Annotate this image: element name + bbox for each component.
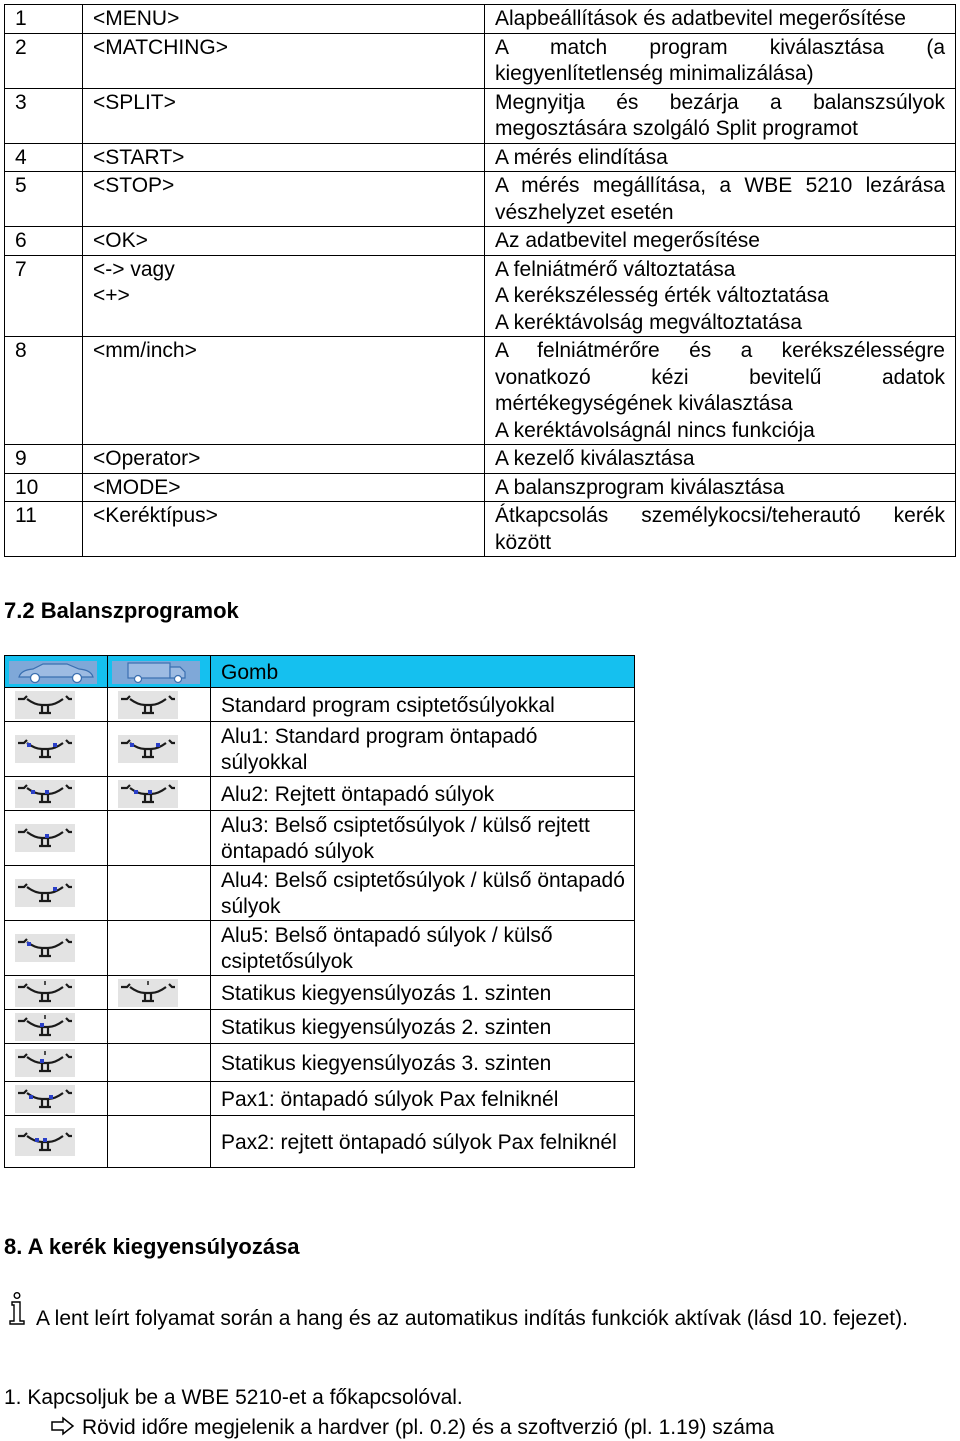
truck-program-button-cell xyxy=(108,722,211,777)
description-line: Megnyitja és bezárja a balanszsúlyok megosztására szolgáló Split programot xyxy=(495,90,945,140)
car-program-button-cell xyxy=(5,1010,108,1044)
key-table-row xyxy=(5,473,956,502)
program-label: Pax2: rejtett öntapadó súlyok Pax felniknél xyxy=(211,1116,635,1168)
key-number: 1 xyxy=(5,5,83,34)
section-heading-8: 8. A kerék kiegyensúlyozása xyxy=(4,1234,300,1259)
key-number: 2 xyxy=(5,33,83,88)
key-name: <-> vagy <+> xyxy=(83,255,485,337)
key-number: 7 xyxy=(5,255,83,337)
description-line: A keréktávolság megváltoztatása xyxy=(495,310,803,334)
alu5-icon xyxy=(15,934,75,962)
program-row xyxy=(5,921,635,976)
truck-program-button-cell xyxy=(108,688,211,722)
car-program-button-cell xyxy=(5,921,108,976)
key-table-row xyxy=(5,337,956,445)
key-name: <START> xyxy=(83,143,485,172)
truck-program-button-cell xyxy=(108,1082,211,1116)
key-function-table xyxy=(4,4,956,557)
key-number: 3 xyxy=(5,88,83,143)
program-row xyxy=(5,1082,635,1116)
key-table-row xyxy=(5,445,956,474)
static1-icon xyxy=(118,979,178,1007)
description-line: A kerékszélesség érték változtatása xyxy=(495,284,829,307)
key-number: 4 xyxy=(5,143,83,172)
key-table-row xyxy=(5,88,956,143)
truck-program-button-cell xyxy=(108,866,211,921)
program-row xyxy=(5,777,635,811)
program-row xyxy=(5,866,635,921)
alu2-icon xyxy=(15,780,75,808)
pax1-icon xyxy=(15,1085,75,1113)
key-description xyxy=(485,172,956,227)
car-program-button-cell xyxy=(5,777,108,811)
key-number: 5 xyxy=(5,172,83,227)
program-label: Alu4: Belső csiptetősúlyok / külső öntapadó súlyok xyxy=(211,866,635,921)
program-table-header xyxy=(5,656,635,688)
result-arrow-icon xyxy=(50,1416,76,1436)
description-line: Az adatbevitel megerősítése xyxy=(495,229,760,252)
key-name: <STOP> xyxy=(83,172,485,227)
truck-program-button-cell xyxy=(108,1010,211,1044)
program-label: Statikus kiegyensúlyozás 1. szinten xyxy=(211,976,635,1010)
key-number: 8 xyxy=(5,337,83,445)
key-description xyxy=(485,445,956,474)
description-line: A balanszprogram kiválasztása xyxy=(495,475,785,499)
static3-icon xyxy=(15,1049,75,1077)
car-icon xyxy=(5,658,105,686)
car-program-button-cell xyxy=(5,1116,108,1168)
key-description xyxy=(485,255,956,337)
static1-icon xyxy=(15,979,75,1007)
program-row xyxy=(5,1044,635,1082)
description-line: A kezelő kiválasztása xyxy=(495,447,695,470)
key-name: <SPLIT> xyxy=(83,88,485,143)
key-number: 9 xyxy=(5,445,83,474)
alu4-icon xyxy=(15,879,75,907)
car-program-button-cell xyxy=(5,976,108,1010)
key-number: 10 xyxy=(5,473,83,502)
key-description xyxy=(485,227,956,256)
alu1-icon xyxy=(118,735,178,763)
key-description xyxy=(485,473,956,502)
truck-program-button-cell xyxy=(108,1116,211,1168)
note-paragraph: A lent leírt folyamat során a hang és az automatikus indítás funkciók aktívak (lásd 10. fejezet). xyxy=(36,1307,908,1330)
step-1: 1. Kapcsoljuk be a WBE 5210-et a főkapcsolóval. xyxy=(4,1386,463,1409)
truck-program-button-cell xyxy=(108,777,211,811)
result-line: Rövid időre megjelenik a hardver (pl. 0.2) és a szoftverzió (pl. 1.19) száma xyxy=(82,1416,775,1439)
key-name: <MODE> xyxy=(83,473,485,502)
key-number: 11 xyxy=(5,502,83,557)
pax2-icon xyxy=(15,1128,75,1156)
description-line: A match program kiválasztása (a kiegyenlítetlenség minimalizálása) xyxy=(495,35,945,85)
truck-column-header xyxy=(108,656,211,688)
key-number: 6 xyxy=(5,227,83,256)
car-program-button-cell xyxy=(5,866,108,921)
description-line: A felniátmérő változtatása xyxy=(495,257,736,281)
car-program-button-cell xyxy=(5,688,108,722)
key-description xyxy=(485,143,956,172)
truck-program-button-cell xyxy=(108,811,211,866)
car-program-button-cell xyxy=(5,811,108,866)
car-program-button-cell xyxy=(5,1082,108,1116)
program-label: Statikus kiegyensúlyozás 3. szinten xyxy=(211,1044,635,1082)
car-program-button-cell xyxy=(5,1044,108,1082)
key-name: <mm/inch> xyxy=(83,337,485,445)
truck-program-button-cell xyxy=(108,976,211,1010)
truck-program-button-cell xyxy=(108,1044,211,1082)
key-name: <Keréktípus> xyxy=(83,502,485,557)
key-name: <MENU> xyxy=(83,5,485,34)
description-line: Átkapcsolás személykocsi/teherautó kerék között xyxy=(495,504,945,554)
description-line: A felniátmérőre és a kerékszélességre vonatkozó kézi bevitelű adatok mértékegységének kiválasztása xyxy=(495,339,945,415)
program-label: Alu2: Rejtett öntapadó súlyok xyxy=(211,777,635,811)
program-row xyxy=(5,1010,635,1044)
car-column-header xyxy=(5,656,108,688)
alu1-icon xyxy=(15,735,75,763)
description-line: A mérés elindítása xyxy=(495,145,668,169)
program-label: Pax1: öntapadó súlyok Pax felniknél xyxy=(211,1082,635,1116)
description-line: A mérés megállítása, a WBE 5210 lezárása vészhelyzet esetén xyxy=(495,174,945,224)
description-line: A keréktávolságnál nincs funkciója xyxy=(495,418,815,442)
key-description xyxy=(485,33,956,88)
program-header-label: Gomb xyxy=(211,656,635,688)
section-heading-7-2: 7.2 Balanszprogramok xyxy=(4,598,239,623)
program-row xyxy=(5,976,635,1010)
static2-icon xyxy=(15,1013,75,1041)
truck-program-button-cell xyxy=(108,921,211,976)
program-label: Alu1: Standard program öntapadó súlyokkal xyxy=(211,722,635,777)
truck-icon xyxy=(108,658,208,686)
standard-icon xyxy=(15,691,75,719)
program-label: Alu5: Belső öntapadó súlyok / külső csiptetősúlyok xyxy=(211,921,635,976)
program-label: Alu3: Belső csiptetősúlyok / külső rejtett öntapadó súlyok xyxy=(211,811,635,866)
key-name: <OK> xyxy=(83,227,485,256)
key-description xyxy=(485,88,956,143)
car-program-button-cell xyxy=(5,722,108,777)
program-label: Standard program csiptetősúlyokkal xyxy=(211,688,635,722)
key-table-row xyxy=(5,502,956,557)
key-table-row xyxy=(5,255,956,337)
program-row xyxy=(5,1116,635,1168)
key-description xyxy=(485,502,956,557)
alu2-icon xyxy=(118,780,178,808)
standard-icon xyxy=(118,691,178,719)
program-row xyxy=(5,722,635,777)
key-description xyxy=(485,337,956,445)
key-name: <Operator> xyxy=(83,445,485,474)
alu3-icon xyxy=(15,824,75,852)
program-row xyxy=(5,811,635,866)
key-name: <MATCHING> xyxy=(83,33,485,88)
key-table-row xyxy=(5,227,956,256)
key-table-row xyxy=(5,143,956,172)
key-description xyxy=(485,5,956,34)
balance-program-table xyxy=(4,655,635,1168)
key-table-row xyxy=(5,5,956,34)
program-label: Statikus kiegyensúlyozás 2. szinten xyxy=(211,1010,635,1044)
key-table-row xyxy=(5,33,956,88)
program-row xyxy=(5,688,635,722)
description-line: Alapbeállítások és adatbevitel megerősítése xyxy=(495,7,906,30)
key-table-row xyxy=(5,172,956,227)
